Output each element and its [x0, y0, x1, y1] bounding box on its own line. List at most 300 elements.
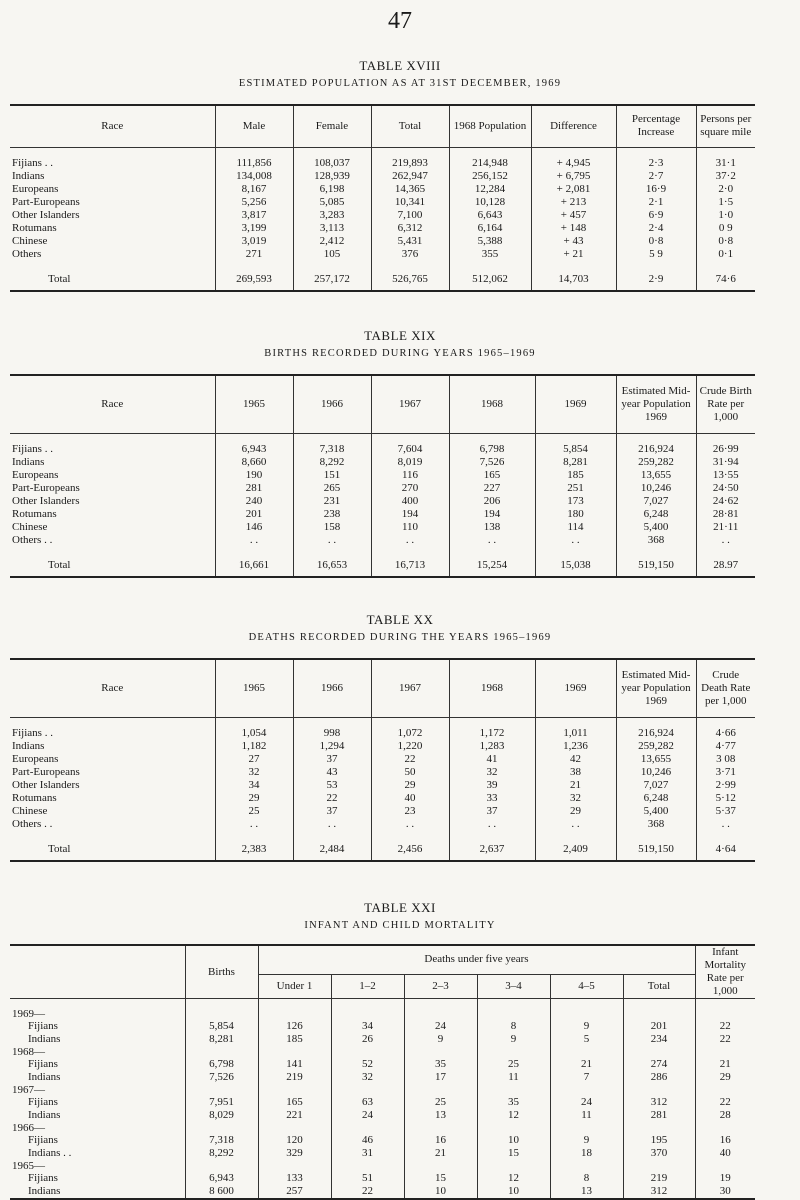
cell-value: + 43 — [531, 235, 616, 248]
cell-value: 29 — [535, 805, 616, 818]
t20-header-1967: 1967 — [371, 659, 449, 717]
cell-value: 6,198 — [293, 183, 371, 196]
table-row — [10, 209, 755, 222]
cell-value: 8,167 — [215, 183, 293, 196]
cell-value: 3,817 — [215, 209, 293, 222]
cell-value: 51 — [331, 1172, 404, 1185]
cell-value: 8 — [477, 1020, 550, 1033]
cell-value: 10,341 — [371, 196, 449, 209]
table-row — [10, 469, 755, 482]
cell-value: 312 — [623, 1096, 695, 1109]
total-value: 512,062 — [449, 270, 531, 291]
cell-value: 227 — [449, 482, 535, 495]
cell-value: 12 — [477, 1172, 550, 1185]
cell-value: 37 — [449, 805, 535, 818]
cell-value: 32 — [449, 766, 535, 779]
table-row — [10, 1033, 755, 1046]
table-row — [10, 1147, 755, 1160]
cell-value: 15 — [477, 1147, 550, 1160]
cell-value: . . — [535, 534, 616, 547]
table-row — [10, 766, 755, 779]
table-row — [10, 456, 755, 469]
cell-value: 2·3 — [616, 157, 696, 170]
cell-value: 8 — [550, 1172, 623, 1185]
table-row — [10, 818, 755, 831]
cell-value: 2·7 — [616, 170, 696, 183]
table-18-header — [10, 105, 755, 147]
table-20 — [10, 658, 755, 862]
total-value: 257,172 — [293, 270, 371, 291]
cell-value: 128,939 — [293, 170, 371, 183]
total-row — [10, 556, 755, 577]
t19-header-1966: 1966 — [293, 375, 371, 433]
total-row — [10, 840, 755, 861]
table-row — [10, 248, 755, 261]
row-label: Indians — [28, 1109, 61, 1121]
t21-header-deaths: Deaths under five years — [258, 945, 695, 974]
cell-value: . . — [449, 818, 535, 831]
year-label: 1969— — [12, 1008, 45, 1020]
year-label: 1968— — [12, 1046, 45, 1058]
cell-value: 1,054 — [215, 727, 293, 740]
cell-value: 3,019 — [215, 235, 293, 248]
table-row — [10, 222, 755, 235]
cell-value: 6,164 — [449, 222, 531, 235]
cell-value: 46 — [331, 1134, 404, 1147]
row-label: Chinese — [12, 804, 48, 817]
table-20-title: TABLE XX — [366, 612, 434, 627]
total-value: 16,661 — [215, 556, 293, 577]
t20-header-rate: Crude Death Rate per 1,000 — [696, 659, 755, 717]
cell-value: 10,128 — [449, 196, 531, 209]
cell-value: 0 9 — [696, 222, 755, 235]
table-19 — [10, 374, 755, 578]
cell-value: 214,948 — [449, 157, 531, 170]
row-label: Others . . — [12, 817, 53, 830]
row-label: Chinese — [12, 520, 48, 533]
t20-header-1969: 1969 — [535, 659, 616, 717]
table-row — [10, 183, 755, 196]
cell-value: 25 — [477, 1058, 550, 1071]
t20-header-1966: 1966 — [293, 659, 371, 717]
total-value: 2,637 — [449, 840, 535, 861]
row-label: Part-Europeans — [12, 481, 80, 494]
row-label: Part-Europeans — [12, 765, 80, 778]
cell-value: 6,798 — [449, 443, 535, 456]
row-label: Indians — [12, 455, 45, 468]
total-value: 74·6 — [696, 270, 755, 291]
cell-value: 22 — [695, 1096, 755, 1109]
cell-value: 43 — [293, 766, 371, 779]
cell-value: 274 — [623, 1058, 695, 1071]
cell-value: 8,292 — [185, 1147, 258, 1160]
cell-value: 24·50 — [696, 482, 755, 495]
cell-value: 216,924 — [616, 443, 696, 456]
cell-value: 216,924 — [616, 727, 696, 740]
total-value: 15,038 — [535, 556, 616, 577]
cell-value: . . — [535, 818, 616, 831]
cell-value: 270 — [371, 482, 449, 495]
cell-value: 37 — [293, 753, 371, 766]
table-row — [10, 1096, 755, 1109]
cell-value: 35 — [477, 1096, 550, 1109]
cell-value: 185 — [258, 1033, 331, 1046]
cell-value: 11 — [550, 1109, 623, 1122]
cell-value: 4·77 — [696, 740, 755, 753]
table-19-total — [10, 547, 755, 577]
cell-value: . . — [696, 818, 755, 831]
cell-value: 8,281 — [535, 456, 616, 469]
cell-value: 116 — [371, 469, 449, 482]
cell-value: 8,029 — [185, 1109, 258, 1122]
t19-header-rate: Crude Birth Rate per 1,000 — [696, 375, 755, 433]
total-value: 16,713 — [371, 556, 449, 577]
cell-value: + 4,945 — [531, 157, 616, 170]
table-row — [10, 727, 755, 740]
table-row — [10, 779, 755, 792]
cell-value: 219,893 — [371, 157, 449, 170]
t18-header-male: Male — [215, 105, 293, 147]
cell-value: + 148 — [531, 222, 616, 235]
cell-value: + 213 — [531, 196, 616, 209]
cell-value: 2·1 — [616, 196, 696, 209]
cell-value: 18 — [550, 1147, 623, 1160]
page-number: 47 — [388, 8, 412, 34]
total-value: 4·64 — [696, 840, 755, 861]
cell-value: 7,100 — [371, 209, 449, 222]
cell-value: . . — [215, 534, 293, 547]
t21-header-1-2: 1–2 — [331, 974, 404, 998]
row-label: Europeans — [12, 468, 59, 481]
cell-value: 21 — [695, 1058, 755, 1071]
cell-value: 259,282 — [616, 740, 696, 753]
cell-value: 13 — [550, 1185, 623, 1199]
cell-value: 0·8 — [696, 235, 755, 248]
row-label: Chinese — [12, 234, 48, 247]
table-row — [10, 1185, 755, 1199]
row-label: Indians . . — [28, 1147, 72, 1159]
cell-value: 231 — [293, 495, 371, 508]
cell-value: 27 — [215, 753, 293, 766]
table-row — [10, 1020, 755, 1033]
cell-value: 221 — [258, 1109, 331, 1122]
cell-value: 8,019 — [371, 456, 449, 469]
cell-value: 281 — [215, 482, 293, 495]
cell-value: 29 — [371, 779, 449, 792]
t19-header-1965: 1965 — [215, 375, 293, 433]
row-label: Fijians . . — [12, 442, 53, 455]
cell-value: 12 — [477, 1109, 550, 1122]
cell-value: 6,943 — [185, 1172, 258, 1185]
cell-value: 6,312 — [371, 222, 449, 235]
cell-value: 5 9 — [616, 248, 696, 261]
t21-header-under1: Under 1 — [258, 974, 331, 998]
cell-value: 28·81 — [696, 508, 755, 521]
cell-value: 2·99 — [696, 779, 755, 792]
cell-value: 41 — [449, 753, 535, 766]
year-group-row — [10, 1046, 755, 1058]
row-label: Fijians — [28, 1096, 58, 1108]
table-row — [10, 753, 755, 766]
cell-value: 165 — [258, 1096, 331, 1109]
t18-header-total: Total — [371, 105, 449, 147]
cell-value: 32 — [535, 792, 616, 805]
t20-header-population: Estimated Mid-year Population 1969 — [616, 659, 696, 717]
cell-value: 1,172 — [449, 727, 535, 740]
cell-value: 11 — [477, 1071, 550, 1084]
total-value: 2·9 — [616, 270, 696, 291]
cell-value: 32 — [215, 766, 293, 779]
cell-value: 251 — [535, 482, 616, 495]
cell-value: 22 — [695, 1020, 755, 1033]
cell-value: 234 — [623, 1033, 695, 1046]
cell-value: 31 — [331, 1147, 404, 1160]
cell-value: 108,037 — [293, 157, 371, 170]
cell-value: 33 — [449, 792, 535, 805]
table-21-title: TABLE XXI — [364, 900, 436, 915]
t21-header-3-4: 3–4 — [477, 974, 550, 998]
total-value: 526,765 — [371, 270, 449, 291]
table-21-header — [10, 945, 755, 999]
cell-value: 19 — [695, 1172, 755, 1185]
year-label: 1965— — [12, 1160, 45, 1172]
cell-value: 271 — [215, 248, 293, 261]
cell-value: 7,318 — [185, 1134, 258, 1147]
year-group-row — [10, 1160, 755, 1172]
cell-value: + 6,795 — [531, 170, 616, 183]
cell-value: 158 — [293, 521, 371, 534]
cell-value: + 457 — [531, 209, 616, 222]
cell-value: 4·66 — [696, 727, 755, 740]
cell-value: 39 — [449, 779, 535, 792]
cell-value: 190 — [215, 469, 293, 482]
cell-value: 29 — [215, 792, 293, 805]
table-row — [10, 1109, 755, 1122]
cell-value: 40 — [695, 1147, 755, 1160]
cell-value: 134,008 — [215, 170, 293, 183]
cell-value: . . — [696, 534, 755, 547]
cell-value: 201 — [215, 508, 293, 521]
row-label: Indians — [12, 739, 45, 752]
cell-value: 6,248 — [616, 508, 696, 521]
t18-header-density: Persons per square mile — [696, 105, 755, 147]
cell-value: 21 — [535, 779, 616, 792]
table-20-header — [10, 659, 755, 717]
cell-value: 10 — [404, 1185, 477, 1199]
cell-value: 22 — [695, 1033, 755, 1046]
cell-value: 13 — [404, 1109, 477, 1122]
total-value: 2,456 — [371, 840, 449, 861]
cell-value: 15 — [404, 1172, 477, 1185]
t19-header-population: Estimated Mid-year Population 1969 — [616, 375, 696, 433]
cell-value: 8,281 — [185, 1033, 258, 1046]
t18-header-1968: 1968 Population — [449, 105, 531, 147]
total-value: 2,383 — [215, 840, 293, 861]
row-label: Europeans — [12, 752, 59, 765]
row-label: Others . . — [12, 533, 53, 546]
cell-value: 6,798 — [185, 1058, 258, 1071]
cell-value: 3,283 — [293, 209, 371, 222]
row-label: Fijians . . — [12, 156, 53, 169]
cell-value: 6,248 — [616, 792, 696, 805]
row-label: Fijians — [28, 1134, 58, 1146]
cell-value: . . — [293, 818, 371, 831]
cell-value: 194 — [371, 508, 449, 521]
table-row — [10, 805, 755, 818]
cell-value: 42 — [535, 753, 616, 766]
cell-value: 17 — [404, 1071, 477, 1084]
row-label: Other Islanders — [12, 494, 80, 507]
cell-value: 53 — [293, 779, 371, 792]
cell-value: 24 — [550, 1096, 623, 1109]
table-row — [10, 235, 755, 248]
cell-value: 3 08 — [696, 753, 755, 766]
cell-value: 3,199 — [215, 222, 293, 235]
cell-value: 30 — [695, 1185, 755, 1199]
cell-value: 10,246 — [616, 766, 696, 779]
total-value: 519,150 — [616, 556, 696, 577]
total-value: 28.97 — [696, 556, 755, 577]
cell-value: 1,236 — [535, 740, 616, 753]
cell-value: 24·62 — [696, 495, 755, 508]
cell-value: 16·9 — [616, 183, 696, 196]
cell-value: 400 — [371, 495, 449, 508]
cell-value: 22 — [371, 753, 449, 766]
cell-value: 2,412 — [293, 235, 371, 248]
table-20-total — [10, 831, 755, 861]
cell-value: + 21 — [531, 248, 616, 261]
cell-value: 138 — [449, 521, 535, 534]
cell-value: 151 — [293, 469, 371, 482]
cell-value: 26·99 — [696, 443, 755, 456]
table-18-subtitle: ESTIMATED POPULATION AS AT 31ST DECEMBER, 1969 — [238, 78, 562, 89]
cell-value: 5,085 — [293, 196, 371, 209]
row-label: Other Islanders — [12, 208, 80, 221]
cell-value: 13·55 — [696, 469, 755, 482]
cell-value: 7,604 — [371, 443, 449, 456]
cell-value: 13,655 — [616, 469, 696, 482]
table-19-body — [10, 433, 755, 547]
table-row — [10, 1134, 755, 1147]
cell-value: 0·8 — [616, 235, 696, 248]
cell-value: 265 — [293, 482, 371, 495]
table-19-subtitle: BIRTHS RECORDED DURING YEARS 1965–1969 — [264, 348, 536, 359]
cell-value: 37·2 — [696, 170, 755, 183]
cell-value: 180 — [535, 508, 616, 521]
table-18-body — [10, 147, 755, 261]
cell-value: 9 — [550, 1020, 623, 1033]
cell-value: 3,113 — [293, 222, 371, 235]
cell-value: 312 — [623, 1185, 695, 1199]
cell-value: 256,152 — [449, 170, 531, 183]
cell-value: 2·4 — [616, 222, 696, 235]
cell-value: 31·94 — [696, 456, 755, 469]
row-label: Other Islanders — [12, 778, 80, 791]
t19-header-1968: 1968 — [449, 375, 535, 433]
cell-value: 21 — [550, 1058, 623, 1071]
cell-value: . . — [449, 534, 535, 547]
cell-value: 7,027 — [616, 779, 696, 792]
t19-header-race: Race — [10, 375, 215, 433]
cell-value: 126 — [258, 1020, 331, 1033]
row-label: Others — [12, 247, 42, 260]
cell-value: 24 — [404, 1020, 477, 1033]
total-value: 15,254 — [449, 556, 535, 577]
t19-header-1967: 1967 — [371, 375, 449, 433]
cell-value: 21·11 — [696, 521, 755, 534]
cell-value: 5,400 — [616, 805, 696, 818]
total-value: 14,703 — [531, 270, 616, 291]
cell-value: 8,660 — [215, 456, 293, 469]
cell-value: 9 — [477, 1033, 550, 1046]
table-18-total — [10, 261, 755, 291]
table-row — [10, 495, 755, 508]
cell-value: 5,388 — [449, 235, 531, 248]
table-row — [10, 792, 755, 805]
cell-value: 105 — [293, 248, 371, 261]
cell-value: 1,182 — [215, 740, 293, 753]
table-row — [10, 157, 755, 170]
table-21-subtitle: INFANT AND CHILD MORTALITY — [304, 920, 496, 931]
total-value: 269,593 — [215, 270, 293, 291]
row-label: Indians — [10, 1185, 185, 1199]
cell-value: 32 — [331, 1071, 404, 1084]
cell-value: 1,294 — [293, 740, 371, 753]
cell-value: 31·1 — [696, 157, 755, 170]
cell-value: 194 — [449, 508, 535, 521]
cell-value: 1·5 — [696, 196, 755, 209]
cell-value: 25 — [215, 805, 293, 818]
cell-value: 6,643 — [449, 209, 531, 222]
cell-value: 5,854 — [185, 1020, 258, 1033]
cell-value: 63 — [331, 1096, 404, 1109]
cell-value: 370 — [623, 1147, 695, 1160]
cell-value: 9 — [404, 1033, 477, 1046]
cell-value: 12,284 — [449, 183, 531, 196]
cell-value: 9 — [550, 1134, 623, 1147]
cell-value: 110 — [371, 521, 449, 534]
cell-value: 281 — [623, 1109, 695, 1122]
cell-value: 201 — [623, 1020, 695, 1033]
cell-value: . . — [371, 534, 449, 547]
cell-value: 1,283 — [449, 740, 535, 753]
t20-header-1965: 1965 — [215, 659, 293, 717]
t21-header-imr: Infant Mortality Rate per 1,000 — [695, 945, 755, 999]
cell-value: 1·0 — [696, 209, 755, 222]
cell-value: 10,246 — [616, 482, 696, 495]
cell-value: 286 — [623, 1071, 695, 1084]
table-row — [10, 1071, 755, 1084]
cell-value: 5 — [550, 1033, 623, 1046]
cell-value: 23 — [371, 805, 449, 818]
t20-header-1968: 1968 — [449, 659, 535, 717]
cell-value: 34 — [331, 1020, 404, 1033]
cell-value: 7,318 — [293, 443, 371, 456]
cell-value: 8 600 — [185, 1185, 258, 1199]
cell-value: 219 — [258, 1071, 331, 1084]
cell-value: 5,256 — [215, 196, 293, 209]
t21-header-births: Births — [185, 945, 258, 999]
total-value: 2,409 — [535, 840, 616, 861]
row-label: Indians — [12, 169, 45, 182]
cell-value: 165 — [449, 469, 535, 482]
cell-value: 6,943 — [215, 443, 293, 456]
cell-value: 22 — [331, 1185, 404, 1199]
t18-header-percentage: Percentage Increase — [616, 105, 696, 147]
cell-value: 16 — [695, 1134, 755, 1147]
total-row — [10, 270, 755, 291]
table-row — [10, 521, 755, 534]
